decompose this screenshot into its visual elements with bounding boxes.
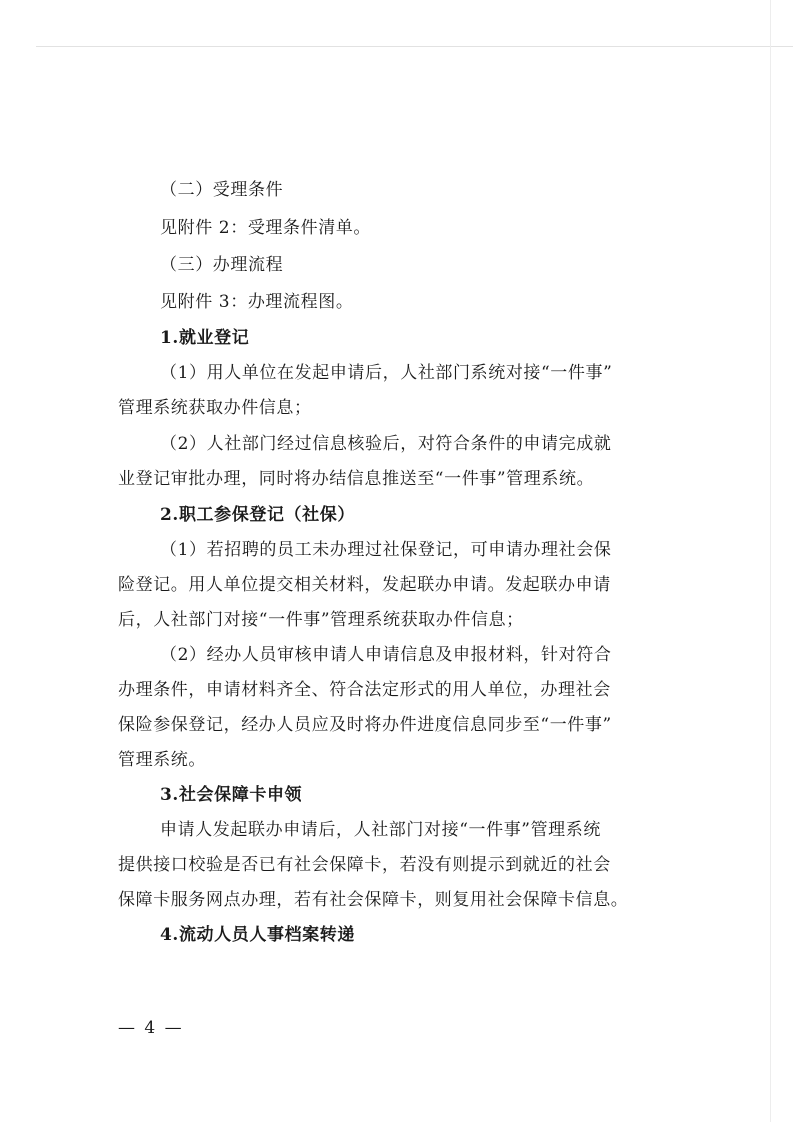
subsection-heading: 2.职工参保登记（社保）: [160, 505, 355, 525]
paragraph-line: 提供接口校验是否已有社会保障卡，若没有则提示到就近的社会: [118, 855, 611, 875]
section-heading: （二）受理条件: [160, 180, 284, 200]
paragraph-line: （1）用人单位在发起申请后，人社部门系统对接“一件事”: [160, 363, 613, 383]
paragraph-line: 申请人发起联办申请后，人社部门对接“一件事”管理系统: [160, 820, 601, 840]
subsection-heading: 1.就业登记: [160, 328, 250, 348]
paragraph-line: 业登记审批办理，同时将办结信息推送至“一件事”管理系统。: [118, 469, 595, 489]
subsection-heading: 3.社会保障卡申领: [160, 785, 303, 805]
scan-edge-line: [36, 46, 793, 47]
paragraph-line: 管理系统。: [118, 750, 206, 770]
paragraph-line: 保险参保登记，经办人员应及时将办件进度信息同步至“一件事”: [118, 715, 612, 735]
paragraph-line: 见附件 3：办理流程图。: [160, 292, 354, 312]
paragraph-line: （2）经办人员审核申请人申请信息及申报材料，针对符合: [160, 645, 612, 665]
paragraph-line: （1）若招聘的员工未办理过社保登记，可申请办理社会保: [160, 540, 612, 560]
paragraph-line: 办理条件，申请材料齐全、符合法定形式的用人单位，办理社会: [118, 680, 611, 700]
paragraph-line: 保障卡服务网点办理，若有社会保障卡，则复用社会保障卡信息。: [118, 890, 629, 910]
paragraph-line: 险登记。用人单位提交相关材料，发起联办申请。发起联办申请: [118, 575, 611, 595]
paragraph-line: 后，人社部门对接“一件事”管理系统获取办件信息；: [118, 610, 524, 630]
subsection-heading: 4.流动人员人事档案转递: [160, 925, 355, 945]
paragraph-line: （2）人社部门经过信息核验后，对符合条件的申请完成就: [160, 434, 612, 454]
section-heading: （三）办理流程: [160, 255, 284, 275]
scan-edge-line: [770, 0, 771, 1122]
paragraph-line: 见附件 2：受理条件清单。: [160, 218, 372, 238]
paragraph-line: 管理系统获取办件信息；: [118, 398, 312, 418]
page-number: — 4 —: [118, 1018, 184, 1038]
